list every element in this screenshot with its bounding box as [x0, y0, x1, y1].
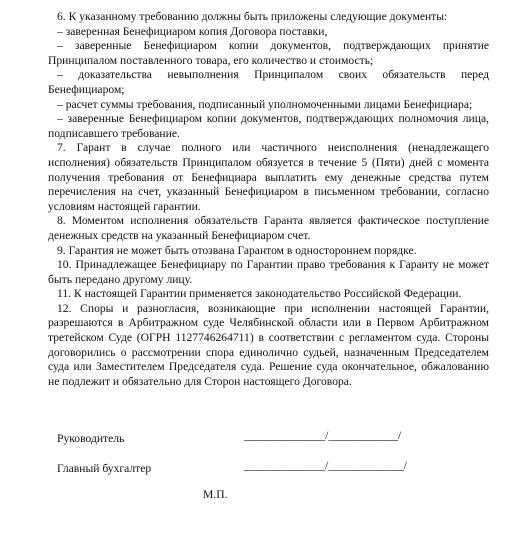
paragraph-7: 7. Гарант в случае полного или частичного неисполнения (ненадлежащего исполнения) обязательств Принципалом обязуется в течение 5 (Пяти) дней с момента получения требования от Бенефициара выплатить ему денежные средства путем перечисления на счет, указанный Бенефициаром в письменном требовании, согласно условиям настоящей гарантии.: [48, 141, 489, 213]
paragraph-8: 8. Моментом исполнения обязательств Гаранта является фактическое поступление денежных средств на указанный Бенефициаром счет.: [48, 214, 489, 242]
head-signature-line: ______________/____________/: [244, 429, 402, 442]
paragraph-9: 9. Гарантия не может быть отозвана Гарантом в одностороннем порядке.: [57, 243, 417, 257]
head-signature-label: Руководитель: [57, 432, 125, 445]
accountant-signature-line: ______________/_____________/: [244, 459, 407, 472]
seal-placeholder: М.П.: [203, 488, 228, 501]
attachment-item-authority-docs: – заверенные Бенефициаром копии документов, подтверждающих полномочия лица, подписавшего требование.: [48, 112, 489, 140]
paragraph-11: 11. К настоящей Гарантии применяется законодательство Российской Федерации.: [57, 287, 462, 301]
paragraph-10: 10. Принадлежащее Бенефициару по Гарантии право требования к Гаранту не может быть передано другому лицу.: [48, 258, 489, 286]
attachment-item-contract-copy: – заверенная Бенефициаром копия Договора поставки,: [57, 24, 328, 38]
attachment-item-acceptance-docs: – заверенные Бенефициаром копии документов, подтверждающих принятие Принципалом поставленного товара, его количество и стоимость;: [48, 39, 489, 67]
paragraph-6: 6. К указанному требованию должны быть приложены следующие документы:: [57, 10, 448, 23]
document-body: [48, 10, 489, 389]
paragraph-12: 12. Споры и разногласия, возникающие при исполнении настоящей Гарантии, разрешаются в Арбитражном суде Челябинской области или в Первом Арбитражном третейском Суде (ОГРН 1127746264711) в соответствии с регламентом суда. Стороны договорились о рассмотрении спора единолично судьей, назначенным Председателем суда или Заместителем Председателя суда. Решение суда окончательное, обжалованию не подлежит и обязательно для Сторон настоящего Договора.: [48, 301, 489, 388]
attachment-item-claim-calculation: – расчет суммы требования, подписанный уполномоченными лицами Бенефициара;: [57, 97, 473, 111]
attachment-item-nonperformance-evidence: – доказательства невыполнения Принципалом своих обязательств перед Бенефициаром;: [48, 68, 489, 96]
accountant-signature-label: Главный бухгалтер: [57, 462, 152, 475]
